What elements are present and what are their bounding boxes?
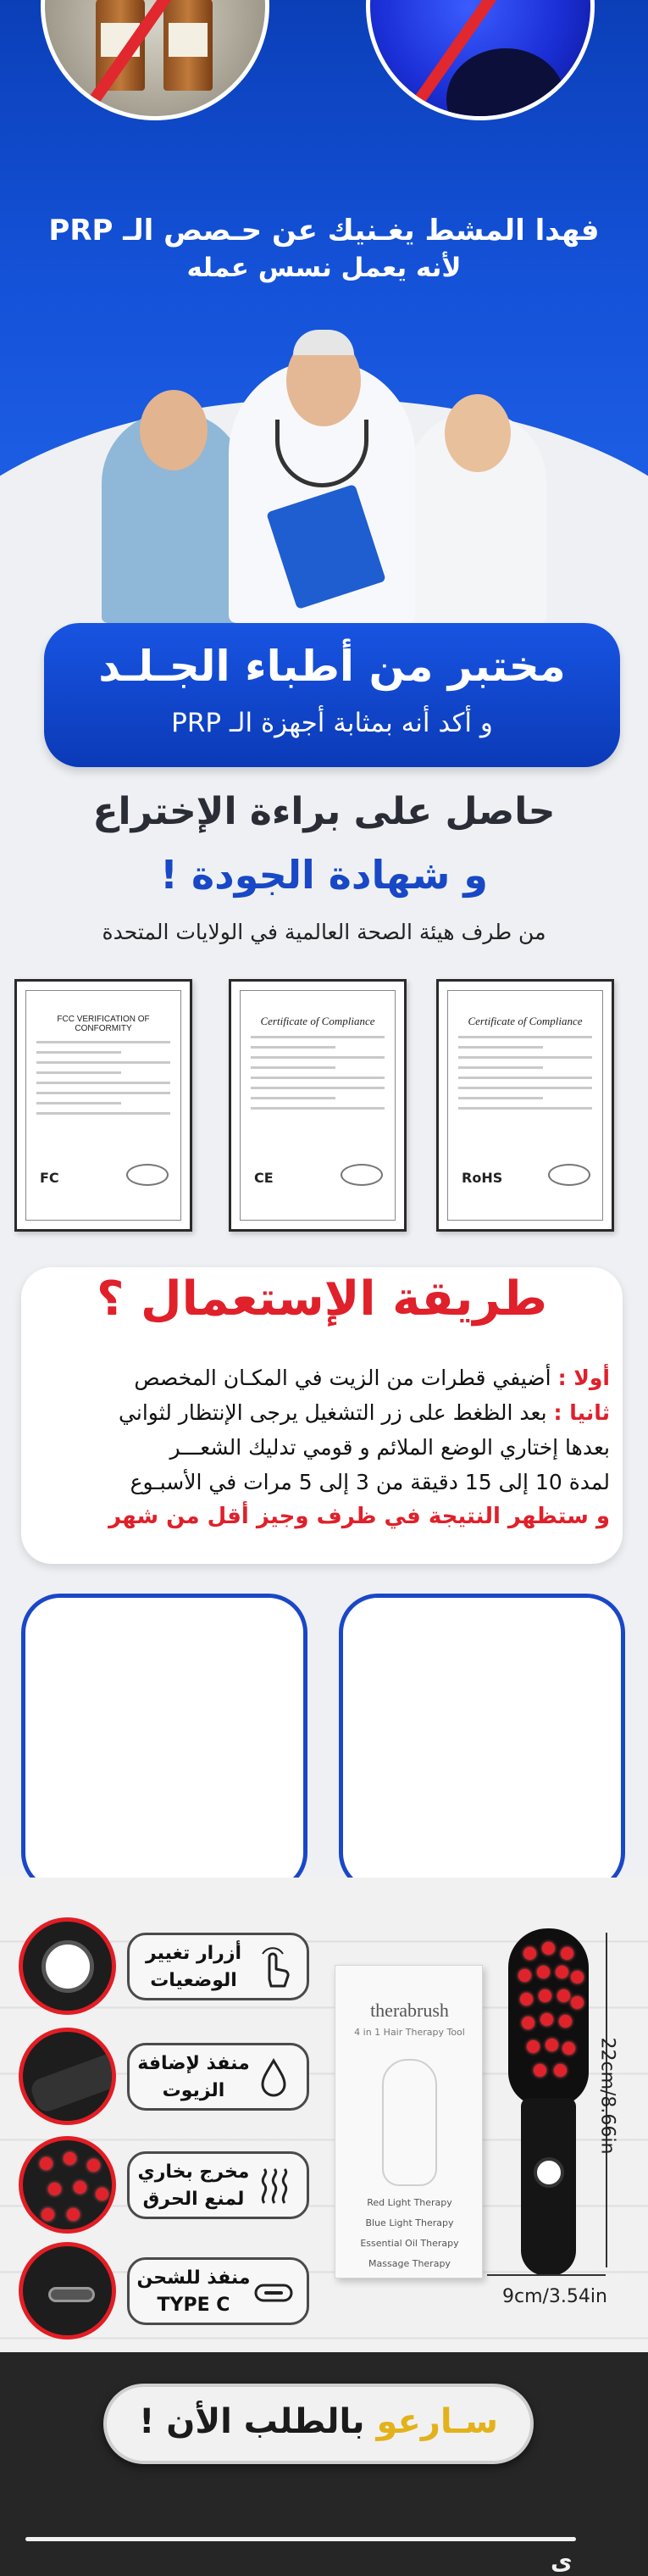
feature-steam-outlet (127, 2151, 309, 2219)
width-dimension: 9cm/3.54in (502, 2286, 607, 2307)
banner-title: مختبر من أطباء الجـلـد (98, 642, 566, 691)
quality-title: و شهادة الجودة ! (159, 852, 489, 898)
signature-stamp (126, 1164, 169, 1186)
usage-card (21, 1267, 623, 1564)
usage-step-2: ثانيا : بعد الظغط على زر التشغيل يرجى الإنتظار لثواني (119, 1400, 610, 1425)
hero-headline (0, 212, 648, 287)
oil-bottles-image (41, 0, 269, 120)
oil-port-image (19, 2028, 116, 2125)
product-brand: therabrush (370, 2000, 449, 2021)
led-therapy-image (366, 0, 595, 120)
feature-charging-port (127, 2257, 309, 2325)
usage-line-4: لمدة 10 إلى 15 دقيقة من 3 إلى 5 مرات في الأسبـوع (130, 1470, 610, 1494)
usage-step-1: أولا : أضيفي قطرات من الزيت في المكـان المخصص (134, 1366, 610, 1390)
patent-subtitle: من طرف هيئة الصحة العالمية في الولايات المتحدة (102, 920, 546, 944)
product-subtitle: 4 in 1 Hair Therapy Tool (354, 2027, 465, 2038)
order-now-button[interactable] (103, 2384, 534, 2464)
cta-label: بالطلب الأن ! (139, 2402, 365, 2441)
certificate-title: FCC VERIFICATION OF CONFORMITY (57, 1015, 150, 1033)
product-packaging (335, 1965, 483, 2278)
dermatologist-banner (44, 623, 620, 767)
therapy-brush-image (491, 1928, 601, 2267)
feature-label: أزرار تغيير الوضعيات (145, 1943, 242, 1991)
cta-highlight: سـارعو (376, 2402, 498, 2441)
hand-pointer-icon (251, 1945, 296, 1991)
media-placeholder-right (339, 1594, 625, 1892)
fcc-mark: FC (40, 1170, 59, 1186)
ce-mark: CE (254, 1170, 274, 1186)
oil-drop-icon (251, 2056, 296, 2101)
feature-mode-buttons (127, 1933, 309, 2000)
brush-outline-icon (382, 2059, 437, 2186)
steam-icon (251, 2164, 296, 2210)
certificate-card (229, 979, 407, 1232)
power-button-icon (534, 2157, 564, 2188)
usage-line-3: بعدها إختاري الوضع الملائم و قومي تدليك الشعـــر (169, 1435, 610, 1460)
footer-divider (25, 2537, 576, 2541)
certificate-title: Certificate of Compliance (468, 1015, 583, 1027)
doctors-image (102, 318, 546, 623)
width-dimension-line (487, 2274, 606, 2276)
product-features-list: Red Light Therapy Blue Light Therapy Essential Oil Therapy Massage Therapy (360, 2197, 459, 2269)
usage-result: و ستظهر النتيجة في ظرف وجيز أقل من شهر (108, 1504, 610, 1529)
steam-outlet-image (19, 2136, 116, 2234)
hero-line-1: فهدا المشط يغـنيك عن حـصص الـ PRP (48, 214, 600, 248)
rohs-mark: RoHS (462, 1170, 503, 1186)
feature-label: منفذ لإضافة الزيوت (137, 2053, 250, 2101)
certificate-card (436, 979, 614, 1232)
signature-stamp (548, 1164, 590, 1186)
banner-subtitle: و أكد أنه بمثابة أجهزة الـ PRP (171, 708, 493, 738)
usage-instructions (38, 1360, 610, 1534)
height-dimension: 22cm/8.66in (596, 2037, 618, 2155)
certificate-title: Certificate of Compliance (260, 1015, 375, 1027)
usb-c-icon (251, 2270, 296, 2316)
certificates-row (0, 979, 648, 1233)
usage-title: طريقة الإستعمال ؟ (97, 1271, 547, 1327)
feature-label: مخرج بخاري لمنع الحرق (137, 2162, 250, 2210)
hero-line-2: لأنه يعمل نسس عمله (186, 252, 462, 283)
signature-stamp (341, 1164, 383, 1186)
footer-logo-icon: ى (551, 2547, 573, 2575)
patent-title: حاصل على براءة الإختراع (92, 790, 556, 833)
feature-label: منفذ للشحن TYPE C (136, 2267, 251, 2316)
mode-buttons-image (19, 1917, 116, 2015)
feature-oil-port (127, 2043, 309, 2111)
media-placeholder-left (21, 1594, 307, 1892)
certificate-card (14, 979, 192, 1232)
charging-port-image (19, 2242, 116, 2340)
